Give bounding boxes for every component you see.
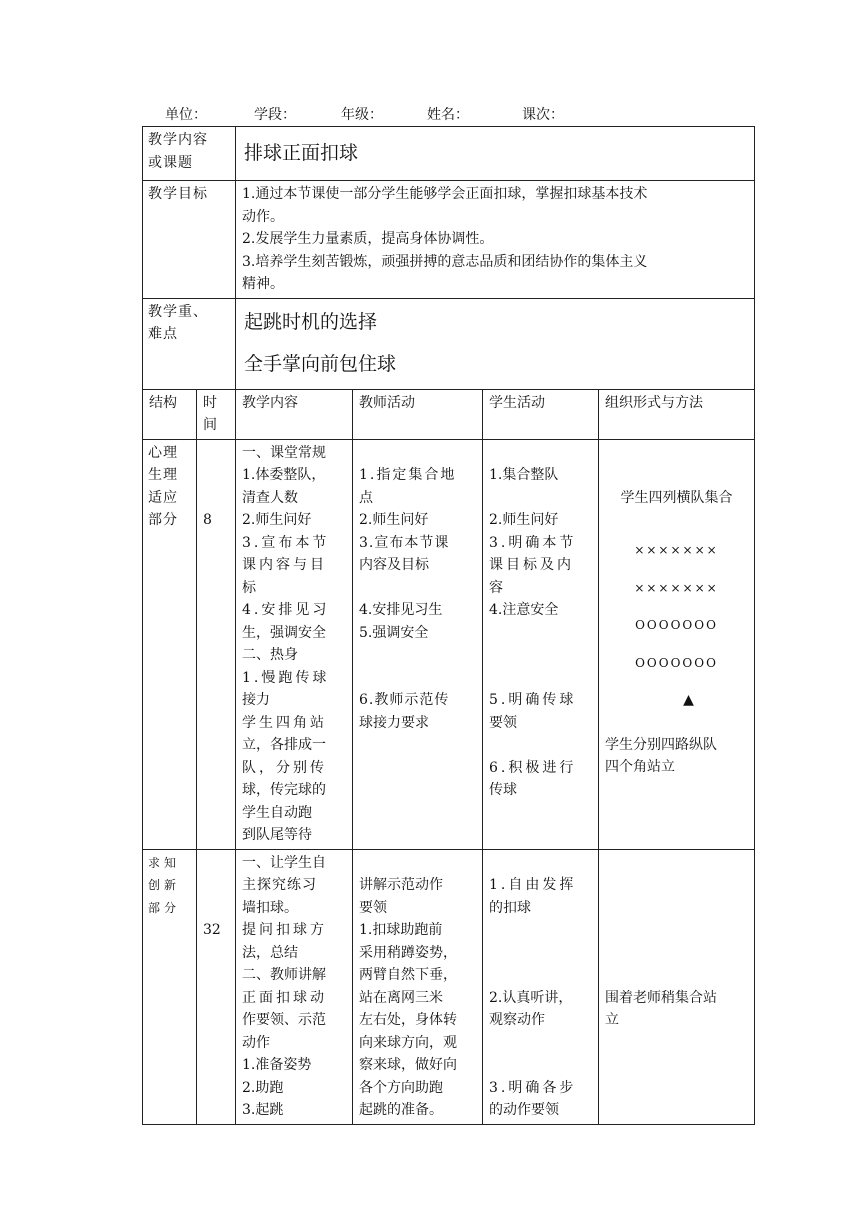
section1-structure: 心理 生理 适应 部分 [143,439,197,849]
goals-row [143,181,755,299]
topic-row [143,127,755,181]
section1-student: 1.集合整队 2.师生问好 3.明确本节 课目标及内 容 4.注意安全 5.明确传球 要领 6.积极进行 传球 [483,439,599,849]
section2-time: 32 [197,849,236,1124]
column-header-row [143,389,755,439]
section1-content: 一、课堂常规 1.体委整队， 清查人数 2.师生问好 3.宣布本节 课内容与目 标 4.安排见习 生，强调安全 二、热身 1.慢跑传球 接力 学生四角站 立，各排成一 队，分别传 球，传完球的 学生自动跑 到队尾等待 [236,439,353,849]
col-teacher: 教师活动 [353,389,483,439]
section2-teacher: 讲解示范动作 要领 1.扣球助跑前 采用稍蹲姿势， 两臂自然下垂， 站在离网三米 左右处，身体转 向来球方向，观 察来球，做好向 各个方向助跑 起跳的准备。 [353,849,483,1124]
section2-structure: 求知 创新 部分 [143,849,197,1124]
topic-label: 教学内容 或课题 [143,127,236,181]
formation-row-4: OOOOOOO [635,655,718,670]
section1-org [599,439,755,849]
keypoints-text: 起跳时机的选择 全手掌向前包住球 [236,298,755,389]
section1-row [143,439,755,849]
section2-row [143,849,755,1124]
goals-text: 1.通过本节课使一部分学生能够学会正面扣球，掌握扣球基本技术 动作。 2.发展学生力量素质，提高身体协调性。 3.培养学生刻苦锻炼，顽强拼搏的意志品质和团结协作的集体主义 精神。 [236,181,755,299]
stage-label: 学段： [254,107,296,123]
lesson-label: 课次： [522,107,564,123]
section2-org: 围着老师稍集合站 立 [599,849,755,1124]
org-title: 学生四列横队集合 [620,489,733,506]
col-structure: 结构 [143,389,197,439]
keypoints-row [143,298,755,389]
unit-label: 单位： [165,107,207,123]
col-time: 时 间 [197,389,236,439]
col-content: 教学内容 [236,389,353,439]
formation-row-3: OOOOOOO [635,618,718,632]
name-label: 姓名： [427,107,469,123]
col-student: 学生活动 [483,389,599,439]
topic-value: 排球正面扣球 [236,127,755,181]
header-line [0,104,860,126]
org-note: 学生分别四路纵队 四个角站立 [605,736,717,775]
lesson-plan-table [142,126,755,1125]
section1-time: 8 [197,439,236,849]
col-org: 组织形式与方法 [599,389,755,439]
section1-teacher: 1.指定集合地 点 2.师生问好 3.宣布本节课 内容及目标 4.安排见习生 5.强调安全 6.教师示范传 球接力要求 [353,439,483,849]
formation-row-2: ××××××× [634,580,719,595]
teacher-position-icon: ▲ [683,692,694,708]
keypoints-label: 教学重、 难点 [143,298,236,389]
goals-label: 教学目标 [143,181,236,299]
section2-student: 1.自由发挥 的扣球 2.认真听讲， 观察动作 3.明确各步 的动作要领 [483,849,599,1124]
section2-content: 一、让学生自 主探究练习 墙扣球。 提问扣球方 法，总结 二、教师讲解 正面扣球动 作要领、示范 动作 1.准备姿势 2.助跑 3.起跳 [236,849,353,1124]
formation-row-1: ××××××× [634,543,719,557]
grade-label: 年级： [341,107,383,123]
